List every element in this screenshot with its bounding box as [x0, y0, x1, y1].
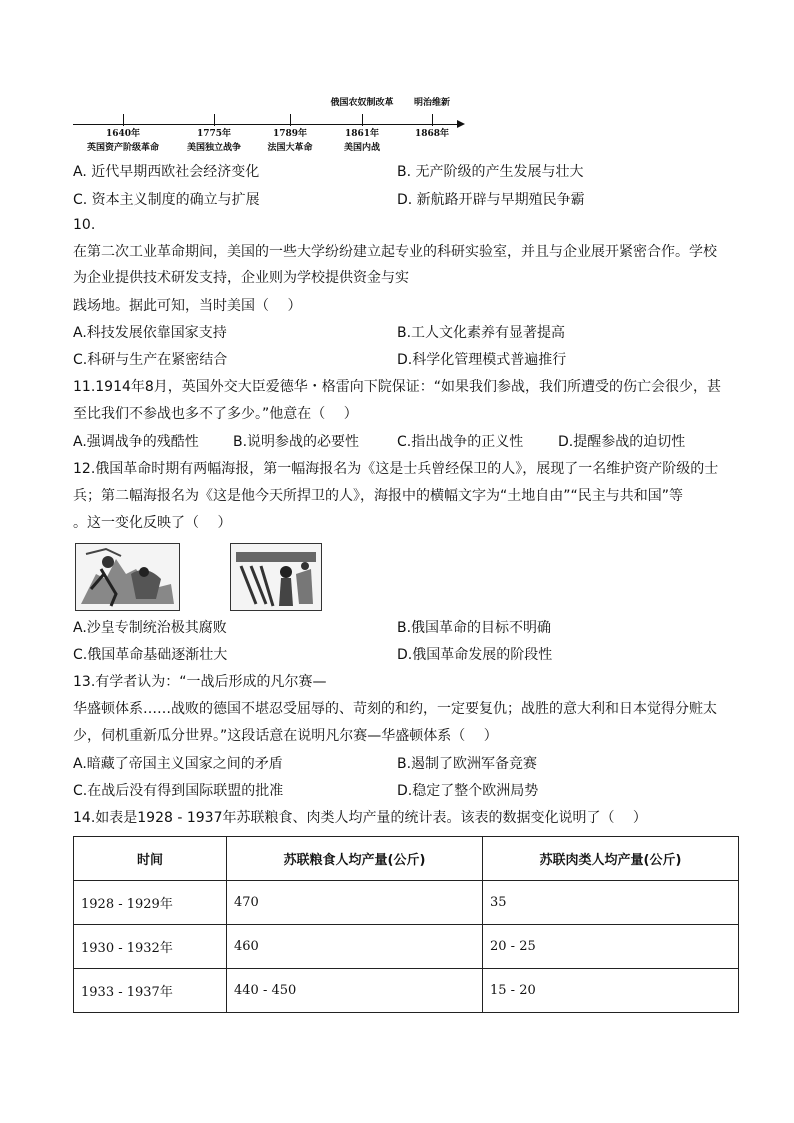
q10-option-d[interactable]: D.科学化管理模式普遍推行 — [397, 352, 567, 368]
q11-option-b[interactable]: B.说明参战的必要性 — [233, 434, 360, 450]
q12-option-c[interactable]: C.俄国革命基础逐渐壮大 — [73, 647, 228, 663]
q13-option-d[interactable]: D.稳定了整个欧洲局势 — [397, 783, 539, 799]
timeline-year: 1868年 — [414, 129, 450, 139]
q11-option-d[interactable]: D.提醒参战的迫切性 — [558, 434, 686, 450]
table-cell: 470 — [227, 881, 483, 925]
table-cell: 20 - 25 — [483, 925, 739, 969]
table-row — [74, 969, 739, 1013]
table-cell: 15 - 20 — [483, 969, 739, 1013]
timeline-event: 美国独立战争 — [186, 143, 242, 153]
q10-stem-line: 在第二次工业革命期间，美国的一些大学纷纷建立起专业的科研实验室，并且与企业展开紧密合作。学校 — [73, 244, 717, 260]
timeline-year: 1861年 — [344, 129, 380, 139]
q11-stem-line: 至比我们不参战也多不了多少。”他意在（ ） — [73, 406, 358, 422]
q14-data-table — [73, 836, 739, 1013]
q9-option-b[interactable]: B. 无产阶级的产生发展与壮大 — [397, 164, 584, 180]
q13-stem-line: 少，伺机重新瓜分世界。”这段话意在说明凡尔赛—华盛顿体系（ ） — [73, 728, 498, 744]
q11-stem-line: 11.1914年8月，英国外交大臣爱德华・格雷向下院保证：“如果我们参战，我们所遭受的伤亡会很少，甚 — [73, 379, 722, 395]
q12-stem-line: 12.俄国革命时期有两幅海报，第一幅海报名为《这是士兵曾经保卫的人》，展现了一名维护资产阶级的士 — [73, 461, 719, 477]
q10-option-c[interactable]: C.科研与生产在紧密结合 — [73, 352, 228, 368]
q10-option-b[interactable]: B.工人文化素养有显著提高 — [397, 325, 566, 341]
q11-option-c[interactable]: C.指出战争的正义性 — [397, 434, 524, 450]
timeline-year: 1640年 — [105, 129, 141, 139]
timeline-axis — [73, 124, 458, 125]
timeline-event-above: 明治维新 — [413, 98, 451, 108]
table-cell: 440 - 450 — [227, 969, 483, 1013]
q13-option-b[interactable]: B.遏制了欧洲军备竞赛 — [397, 756, 538, 772]
timeline-year: 1775年 — [196, 129, 232, 139]
table-row — [74, 925, 739, 969]
table-cell: 1933 - 1937年 — [74, 969, 227, 1013]
q10-number: 10. — [73, 217, 96, 233]
q10-stem-line: 为企业提供技术研发支持，企业则为学校提供资金与实 — [73, 270, 409, 286]
q13-stem-line: 华盛顿体系……战败的德国不堪忍受屈辱的、苛刻的和约，一定要复仇；战胜的意大利和日本觉得分赃太 — [73, 701, 717, 717]
q9-option-d[interactable]: D. 新航路开辟与早期殖民争霸 — [397, 192, 585, 208]
q9-option-c[interactable]: C. 资本主义制度的确立与扩展 — [73, 192, 260, 208]
timeline-event: 法国大革命 — [267, 143, 313, 153]
poster-image-1 — [75, 543, 180, 611]
q13-stem-line: 13.有学者认为：“一战后形成的凡尔赛— — [73, 674, 327, 690]
timeline-tick — [214, 114, 215, 126]
q12-stem-line: 兵；第二幅海报名为《这是他今天所捍卫的人》，海报中的横幅文字为“土地自由”“民主与共和国”等 — [73, 488, 684, 504]
table-header-cell: 苏联肉类人均产量(公斤) — [483, 837, 739, 881]
table-cell: 1930 - 1932年 — [74, 925, 227, 969]
table-header-row — [74, 837, 739, 881]
timeline-tick — [123, 114, 124, 126]
q11-option-a[interactable]: A.强调战争的残酷性 — [73, 434, 199, 450]
timeline-event: 英国资产阶级革命 — [86, 143, 160, 153]
q13-option-a[interactable]: A.暗藏了帝国主义国家之间的矛盾 — [73, 756, 283, 772]
q12-stem-line: 。这一变化反映了（ ） — [73, 515, 232, 531]
q9-option-a[interactable]: A. 近代早期西欧社会经济变化 — [73, 164, 260, 180]
table-cell: 1928 - 1929年 — [74, 881, 227, 925]
timeline-event: 美国内战 — [343, 143, 381, 153]
poster-image-2 — [230, 543, 322, 611]
table-cell: 35 — [483, 881, 739, 925]
table-row — [74, 881, 739, 925]
table-header-cell: 苏联粮食人均产量(公斤) — [227, 837, 483, 881]
q13-option-c[interactable]: C.在战后没有得到国际联盟的批准 — [73, 783, 284, 799]
q10-stem-line: 践场地。据此可知，当时美国（ ） — [73, 298, 302, 314]
table-cell: 460 — [227, 925, 483, 969]
table-header-cell: 时间 — [74, 837, 227, 881]
q12-option-b[interactable]: B.俄国革命的目标不明确 — [397, 620, 552, 636]
q12-option-a[interactable]: A.沙皇专制统治极其腐败 — [73, 620, 227, 636]
timeline-tick — [362, 114, 363, 126]
q10-option-a[interactable]: A.科技发展依靠国家支持 — [73, 325, 227, 341]
timeline-tick — [290, 114, 291, 126]
q12-option-d[interactable]: D.俄国革命发展的阶段性 — [397, 647, 553, 663]
q14-stem: 14.如表是1928 - 1937年苏联粮食、肉类人均产量的统计表。该表的数据变化说明了（ ） — [73, 810, 647, 826]
timeline-year: 1789年 — [272, 129, 308, 139]
timeline-arrow-icon — [457, 120, 465, 128]
timeline-event-above: 俄国农奴制改革 — [330, 98, 394, 108]
timeline-tick — [432, 114, 433, 126]
